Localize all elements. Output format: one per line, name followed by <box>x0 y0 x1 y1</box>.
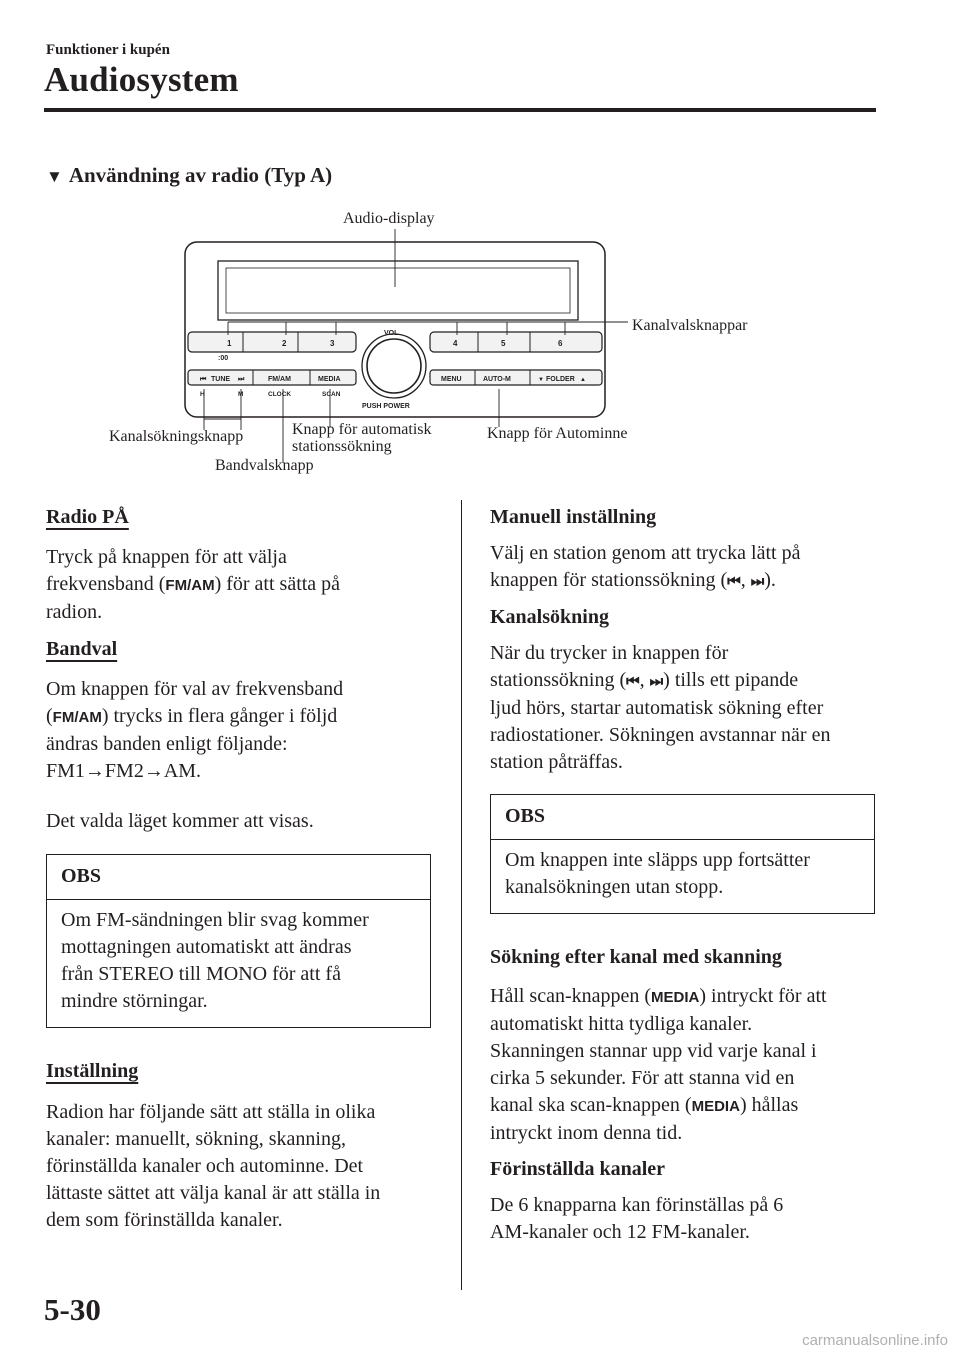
seek-next-icon: ⏭ <box>649 673 664 690</box>
seek-line5: station påträffas. <box>490 751 623 773</box>
scan-line3: Skanningen stannar upp vid varje kanal i <box>490 1040 817 1062</box>
tuning-line: förinställda kanaler och autominne. Det <box>46 1155 364 1177</box>
scan-line5: kanal ska scan-knappen (MEDIA) hållas <box>490 1094 799 1116</box>
note-line: kanalsökningen utan stopp. <box>505 876 724 898</box>
band-line2: (FM/AM) trycks in flera gånger i följd <box>46 705 338 727</box>
radio-panel-illustration <box>0 195 960 485</box>
preset-line2: AM-kanaler och 12 FM-kanaler. <box>490 1221 750 1243</box>
folder-down-icon: ▼ <box>538 377 544 383</box>
media-label: MEDIA <box>318 376 341 383</box>
chapter-title: Audiosystem <box>44 60 239 99</box>
preset-1-label: 1 <box>227 339 232 348</box>
watermark: carmanualsonline.info <box>802 1332 948 1349</box>
band-line1: Om knappen för val av frekvensband <box>46 678 344 700</box>
section-heading <box>46 163 332 188</box>
triangle-down-icon: ▼ <box>46 167 63 186</box>
scan-line6: intryckt inom denna tid. <box>490 1122 683 1144</box>
tuning-line: dem som förinställda kanaler. <box>46 1209 283 1231</box>
vol-label: VOL <box>384 330 399 337</box>
right-column <box>490 504 890 1246</box>
note-title: OBS <box>47 855 430 900</box>
seek-prev-icon: ⏮ <box>727 573 741 590</box>
h-label: H <box>200 391 205 398</box>
note-line: Om FM-sändningen blir svag kommer <box>61 909 369 931</box>
clock-label: CLOCK <box>268 391 292 398</box>
preset-6-label: 6 <box>558 339 563 348</box>
scan-line2: automatiskt hitta tydliga kanaler. <box>490 1013 753 1035</box>
callout-seek-button: Kanalsökningsknapp <box>109 428 244 445</box>
media-symbol: MEDIA <box>651 989 700 1006</box>
scan-line4: cirka 5 sekunder. För att stanna vid en <box>490 1067 795 1089</box>
band-heading: Bandval <box>46 638 118 660</box>
clock-tag-label: :00 <box>218 355 229 362</box>
fmam-label: FM/AM <box>268 376 291 383</box>
seek-prev-icon: ⏮ <box>626 673 640 690</box>
column-divider <box>461 500 462 1290</box>
fmam-symbol: FM/AM <box>165 577 215 594</box>
callout-preset-buttons: Kanalvalsknappar <box>632 317 748 334</box>
radio-on-line2: frekvensband (FM/AM) för att sätta på <box>46 573 341 595</box>
note-line: mindre störningar. <box>61 990 208 1012</box>
seek-line1: När du trycker in knappen för <box>490 642 729 664</box>
radio-on-line1: Tryck på knappen för att välja <box>46 546 287 568</box>
folder-up-icon: ▲ <box>580 377 586 383</box>
seek-line3: ljud hörs, startar automatisk sökning efter <box>490 697 824 719</box>
scan-heading: Sökning efter kanal med skanning <box>490 946 782 968</box>
band-line3: ändras banden enligt följande: <box>46 733 288 755</box>
seek-heading: Kanalsökning <box>490 606 609 628</box>
manual-heading: Manuell inställning <box>490 506 657 528</box>
note-box-fm <box>46 854 431 1028</box>
audio-display-screen <box>218 261 578 320</box>
media-symbol: MEDIA <box>691 1098 740 1115</box>
callout-band-button: Bandvalsknapp <box>215 457 314 474</box>
section-title: Användning av radio (Typ A) <box>68 163 333 187</box>
fmam-symbol: FM/AM <box>52 709 102 726</box>
callout-auto-scan-line2: stationssökning <box>292 438 392 455</box>
m-label: M <box>238 391 244 398</box>
scan-label: SCAN <box>322 391 341 398</box>
preset-3-label: 3 <box>330 339 335 348</box>
callout-audio-display: Audio-display <box>343 210 435 227</box>
left-column <box>46 504 446 1234</box>
breadcrumb: Funktioner i kupén <box>46 42 170 58</box>
callout-auto-memory: Knapp för Autominne <box>487 425 628 442</box>
note-title: OBS <box>491 795 874 840</box>
menu-label: MENU <box>441 376 462 383</box>
manual-line2: knappen för stationssökning (⏮, ⏭). <box>490 569 776 591</box>
radio-on-heading: Radio PÅ <box>46 506 129 528</box>
radio-diagram <box>0 195 960 485</box>
note-line: mottagningen automatiskt att ändras <box>61 936 352 958</box>
tune-next-icon: ⏭ <box>238 376 245 383</box>
seek-next-icon: ⏭ <box>750 573 765 590</box>
manual-line1: Välj en station genom att trycka lätt på <box>490 542 801 564</box>
tuning-line: lättaste sättet att välja kanal är att ställa in <box>46 1182 381 1204</box>
radio-on-line3: radion. <box>46 601 103 623</box>
preset-heading: Förinställda kanaler <box>490 1158 666 1180</box>
tune-label: TUNE <box>211 376 231 383</box>
scan-line1: Håll scan-knappen (MEDIA) intryckt för att <box>490 985 827 1007</box>
callout-auto-scan-line1: Knapp för automatisk <box>292 421 432 438</box>
page-number: 5-30 <box>44 1292 101 1327</box>
note-line: Om knappen inte släpps upp fortsätter <box>505 849 810 871</box>
preset-5-label: 5 <box>501 339 506 348</box>
preset-2-label: 2 <box>282 339 287 348</box>
tune-prev-icon: ⏮ <box>200 376 207 383</box>
band-line4: FM1→FM2→AM. <box>46 760 202 782</box>
tuning-heading: Inställning <box>46 1060 139 1082</box>
seek-line2: stationssökning (⏮, ⏭) tills ett pipande <box>490 669 799 691</box>
header-rule <box>44 108 876 112</box>
note-box-seek <box>490 794 875 914</box>
note-line: från STEREO till MONO för att få <box>61 963 341 985</box>
folder-label: FOLDER <box>546 376 575 383</box>
band-line5: Det valda läget kommer att visas. <box>46 810 314 832</box>
volume-knob <box>367 339 421 393</box>
seek-line4: radiostationer. Sökningen avstannar när en <box>490 724 831 746</box>
automem-label: AUTO-M <box>483 376 511 383</box>
preset-4-label: 4 <box>453 339 458 348</box>
preset-line1: De 6 knapparna kan förinställas på 6 <box>490 1194 784 1216</box>
tuning-line: kanaler: manuellt, sökning, skanning, <box>46 1128 346 1150</box>
push-power-label: PUSH POWER <box>362 403 410 410</box>
tuning-line: Radion har följande sätt att ställa in olika <box>46 1101 376 1123</box>
